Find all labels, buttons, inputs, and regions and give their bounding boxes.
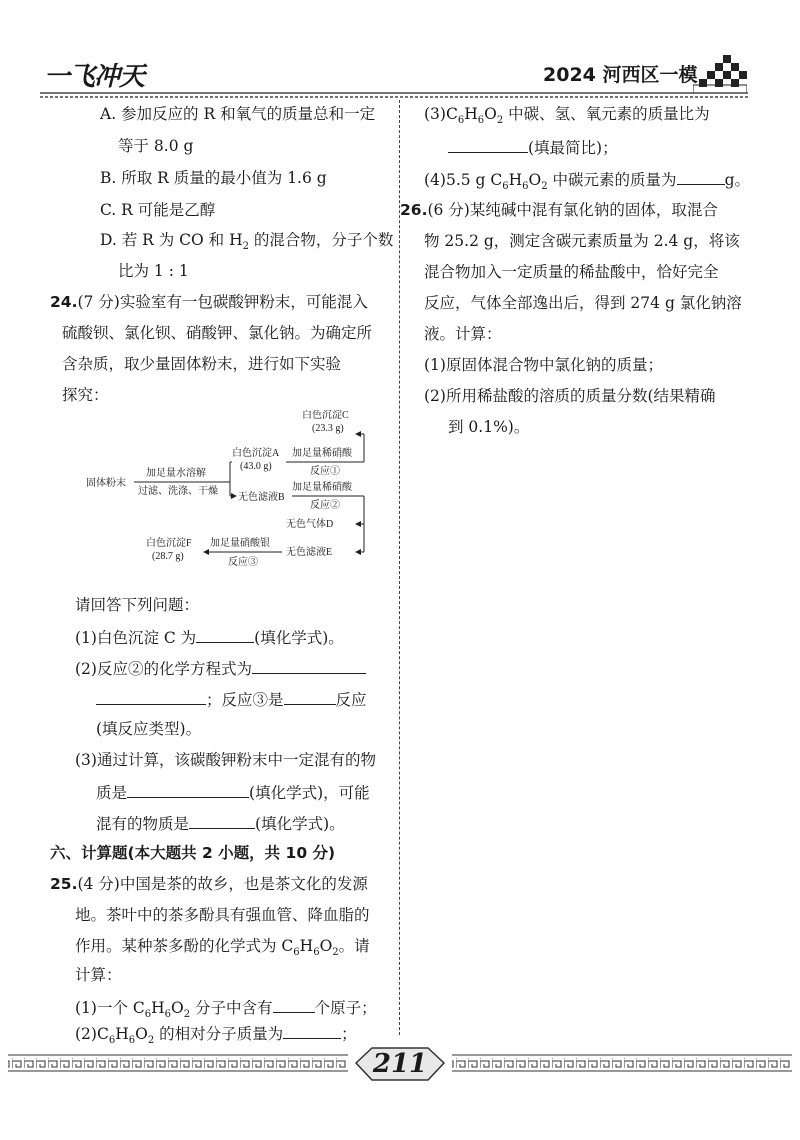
- q26-line4: 反应，气体全部逸出后，得到 274 g 氯化钠溶: [424, 294, 742, 312]
- q24-sub2-line2: ；反应③是 反应: [96, 686, 367, 712]
- diagram-filtrate-b: 无色滤液B: [238, 492, 285, 503]
- diagram-step1-bottom: 过滤、洗涤、干燥: [138, 486, 218, 497]
- q24-line2: 硫酸钡、氯化钡、硝酸钾、氯化钠。为确定所: [62, 324, 373, 342]
- diagram-reaction-2: 反应②: [310, 500, 340, 511]
- q25-sub4: (4)5.5 g $C_6H_6O_2$ 中碳元素的质量为 g。: [424, 166, 750, 199]
- q24-line3: 含杂质，取少量固体粉末，进行如下实验: [62, 355, 342, 373]
- answer-blank-q25-1[interactable]: [273, 994, 315, 1013]
- q24-sub2-line1: (2)反应②的化学方程式为: [75, 655, 366, 681]
- q23-option-a-line2: 等于 8.0 g: [118, 137, 194, 155]
- answer-blank-q24-2c[interactable]: [284, 686, 336, 705]
- diagram-precipitate-a: 白色沉淀A: [232, 448, 280, 459]
- q25-number: 25.: [50, 875, 78, 893]
- diagram-precipitate-f: 白色沉淀F: [146, 538, 192, 549]
- q25-line1: 25.(4 分)中国是茶的故乡，也是茶文化的发源: [50, 875, 368, 893]
- q23-option-d-line2: 比为 1 : 1: [118, 262, 189, 280]
- answer-blank-q25-2[interactable]: [283, 1020, 341, 1039]
- q23-option-c: C. R 可能是乙醇: [100, 201, 216, 219]
- q26-sub1: (1)原固体混合物中氯化钠的质量；: [424, 356, 663, 374]
- answer-blank-q24-2b[interactable]: [96, 686, 206, 705]
- answer-blank-q25-4[interactable]: [677, 166, 725, 185]
- diagram-reaction-3: 反应③: [228, 557, 258, 568]
- diagram-r1-reagent: 加足量稀硝酸: [292, 448, 352, 459]
- experiment-flow-diagram: [80, 410, 380, 580]
- q24-sub2-line3: (填反应类型)。: [96, 720, 202, 738]
- q25-line4: 计算：: [75, 966, 122, 984]
- q23-option-d-line1: D. 若 R 为 CO 和 $H_2$ 的混合物，分子个数: [100, 231, 394, 253]
- page-number: 211: [372, 1049, 428, 1079]
- diagram-gas-d: 无色气体D: [286, 519, 334, 530]
- q24-number: 24.: [50, 293, 78, 311]
- q26-number: 26.: [400, 201, 428, 219]
- q24-ask: 请回答下列问题：: [75, 596, 200, 614]
- checker-decoration-icon: [693, 55, 747, 93]
- section-6-heading: 六、计算题(本大题共 2 小题，共 10 分): [50, 844, 336, 862]
- q26-line3: 混合物加入一定质量的稀盐酸中，恰好完全: [424, 263, 719, 281]
- diagram-precipitate-c: 白色沉淀C: [302, 410, 349, 421]
- q25-line2: 地。茶叶中的茶多酚具有强血管、降血脂的: [75, 906, 370, 924]
- diagram-r3-reagent: 加足量硝酸银: [210, 538, 270, 549]
- diagram-filtrate-e: 无色滤液E: [286, 547, 333, 558]
- answer-blank-q24-3b[interactable]: [189, 810, 255, 829]
- header-divider: [40, 92, 748, 98]
- q24-sub1: (1)白色沉淀 C 为 (填化学式)。: [75, 624, 344, 650]
- diagram-precipitate-c-mass: (23.3 g): [312, 423, 344, 434]
- q25-sub2: $(2)C_6H_6O_2$ 的相对分子质量为 ；: [75, 1020, 357, 1053]
- q23-option-b: B. 所取 R 质量的最小值为 1.6 g: [100, 169, 327, 187]
- diagram-step1-top: 加足量水溶解: [146, 468, 206, 479]
- answer-blank-q24-2a[interactable]: [252, 655, 366, 674]
- diagram-precipitate-a-mass: (43.0 g): [240, 461, 272, 472]
- q25-sub3-line1: $(3)C_6H_6O_2$ 中碳、氢、氧元素的质量比为: [424, 105, 710, 127]
- q25-line3: 作用。某种茶多酚的化学式为 $C_6H_6O_2$。请: [75, 937, 370, 959]
- diagram-powder: 固体粉末: [86, 478, 126, 489]
- header-logo: 一飞冲天: [44, 62, 145, 92]
- q24-line1: 24.(7 分)实验室有一包碳酸钾粉末，可能混入: [50, 293, 368, 311]
- answer-blank-q24-1[interactable]: [196, 624, 254, 643]
- q24-sub3-line3: 混有的物质是 (填化学式)。: [96, 810, 345, 836]
- answer-blank-q25-3[interactable]: [448, 134, 528, 153]
- q26-sub2-line2: 到 0.1%)。: [448, 418, 530, 436]
- header-exam-title: 2024 河西区一模: [543, 64, 698, 86]
- diagram-precipitate-f-mass: (28.7 g): [152, 551, 184, 562]
- q26-line2: 物 25.2 g，测定含碳元素质量为 2.4 g，将该: [424, 232, 740, 250]
- q24-sub3-line2: 质是 (填化学式)，可能: [96, 779, 370, 805]
- q24-line4: 探究：: [62, 386, 109, 404]
- column-divider: [399, 100, 400, 1035]
- q25-sub3-line2: (填最简比)；: [448, 134, 618, 160]
- diagram-r2-reagent: 加足量稀硝酸: [292, 482, 352, 493]
- q25-sub1: (1)一个 $C_6H_6O_2$ 分子中含有 个原子；: [75, 994, 377, 1027]
- q23-option-a-line1: A. 参加反应的 R 和氧气的质量总和一定: [100, 105, 376, 123]
- q26-sub2-line1: (2)所用稀盐酸的溶质的质量分数(结果精确: [424, 387, 716, 405]
- q26-line1: 26.(6 分)某纯碱中混有氯化钠的固体，取混合: [400, 201, 718, 219]
- diagram-reaction-1: 反应①: [310, 466, 340, 477]
- q26-line5: 液。计算：: [424, 325, 502, 343]
- q24-sub3-line1: (3)通过计算，该碳酸钾粉末中一定混有的物: [75, 751, 376, 769]
- answer-blank-q24-3a[interactable]: [127, 779, 249, 798]
